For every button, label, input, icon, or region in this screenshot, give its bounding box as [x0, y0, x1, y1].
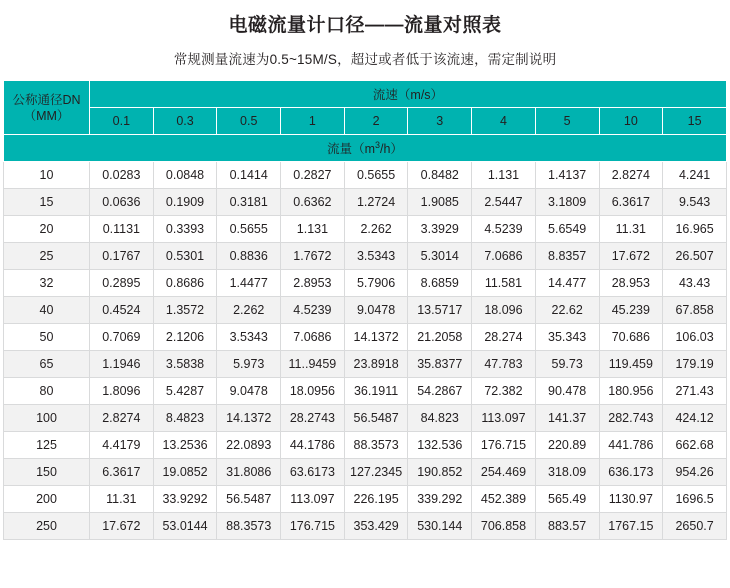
header-flow: [4, 135, 727, 162]
cell-value: 127.2345: [344, 459, 408, 486]
cell-value: 88.3573: [217, 513, 281, 540]
header-velocity-4: 2: [344, 108, 408, 135]
cell-value: 1.4137: [535, 162, 599, 189]
cell-value: 0.1909: [153, 189, 217, 216]
cell-value: 11.581: [472, 270, 536, 297]
cell-value: 353.429: [344, 513, 408, 540]
cell-value: 0.6362: [281, 189, 345, 216]
table-row: [4, 351, 727, 378]
cell-value: 0.1414: [217, 162, 281, 189]
cell-value: 0.7069: [90, 324, 154, 351]
cell-value: 1696.5: [663, 486, 727, 513]
cell-value: 11.31: [90, 486, 154, 513]
cell-value: 8.6859: [408, 270, 472, 297]
table-row: [4, 459, 727, 486]
table-row: [4, 432, 727, 459]
cell-value: 13.2536: [153, 432, 217, 459]
cell-value: 3.5838: [153, 351, 217, 378]
table-row: [4, 324, 727, 351]
cell-value: 11..9459: [281, 351, 345, 378]
cell-value: 35.343: [535, 324, 599, 351]
header-velocity-6: 4: [472, 108, 536, 135]
table-body: [4, 162, 727, 540]
header-velocity-8: 10: [599, 108, 663, 135]
header-velocity-1: 0.3: [153, 108, 217, 135]
cell-value: 43.43: [663, 270, 727, 297]
cell-value: 9.543: [663, 189, 727, 216]
header-velocity-3: 1: [281, 108, 345, 135]
cell-value: 22.0893: [217, 432, 281, 459]
page-title: 电磁流量计口径——流量对照表: [228, 15, 502, 36]
cell-value: 0.3181: [217, 189, 281, 216]
header-dn: [4, 81, 90, 135]
table-row: [4, 243, 727, 270]
page-subtitle: 常规测量流速为0.5~15M/S，超过或者低于该流速，需定制说明: [173, 52, 557, 67]
cell-value: 67.858: [663, 297, 727, 324]
cell-value: 22.62: [535, 297, 599, 324]
cell-value: 6.3617: [599, 189, 663, 216]
cell-value: 84.823: [408, 405, 472, 432]
cell-value: 180.956: [599, 378, 663, 405]
cell-value: 0.0848: [153, 162, 217, 189]
cell-value: 339.292: [408, 486, 472, 513]
cell-dn: 150: [4, 459, 90, 486]
cell-value: 44.1786: [281, 432, 345, 459]
cell-value: 636.173: [599, 459, 663, 486]
cell-value: 0.8482: [408, 162, 472, 189]
cell-value: 45.239: [599, 297, 663, 324]
cell-value: 14.477: [535, 270, 599, 297]
cell-value: 141.37: [535, 405, 599, 432]
cell-value: 17.672: [90, 513, 154, 540]
cell-value: 23.8918: [344, 351, 408, 378]
cell-value: 113.097: [472, 405, 536, 432]
header-dn-line2: （MM）: [23, 108, 70, 123]
cell-value: 7.0686: [472, 243, 536, 270]
cell-value: 2.5447: [472, 189, 536, 216]
header-flow-prefix: 流量（m: [327, 142, 375, 156]
cell-value: 1.8096: [90, 378, 154, 405]
cell-value: 18.096: [472, 297, 536, 324]
cell-value: 14.1372: [344, 324, 408, 351]
cell-value: 59.73: [535, 351, 599, 378]
header-row-velocities: [4, 108, 727, 135]
header-velocity-0: 0.1: [90, 108, 154, 135]
cell-dn: 250: [4, 513, 90, 540]
flow-reference-table: [3, 80, 727, 540]
header-velocity-9: 15: [663, 108, 727, 135]
cell-value: 4.5239: [281, 297, 345, 324]
cell-value: 33.9292: [153, 486, 217, 513]
header-velocity-5: 3: [408, 108, 472, 135]
header-row-top: [4, 81, 727, 108]
header-row-flow: [4, 135, 727, 162]
cell-value: 106.03: [663, 324, 727, 351]
cell-value: 5.973: [217, 351, 281, 378]
cell-value: 54.2867: [408, 378, 472, 405]
cell-value: 5.4287: [153, 378, 217, 405]
cell-dn: 15: [4, 189, 90, 216]
cell-value: 4.4179: [90, 432, 154, 459]
table-row: [4, 405, 727, 432]
header-velocity-7: 5: [535, 108, 599, 135]
cell-value: 1.4477: [217, 270, 281, 297]
cell-value: 954.26: [663, 459, 727, 486]
cell-dn: 100: [4, 405, 90, 432]
cell-value: 47.783: [472, 351, 536, 378]
cell-value: 17.672: [599, 243, 663, 270]
cell-value: 2.1206: [153, 324, 217, 351]
table-row: [4, 513, 727, 540]
cell-value: 3.1809: [535, 189, 599, 216]
cell-dn: 20: [4, 216, 90, 243]
cell-value: 176.715: [472, 432, 536, 459]
cell-value: 7.0686: [281, 324, 345, 351]
cell-value: 4.5239: [472, 216, 536, 243]
cell-value: 8.8357: [535, 243, 599, 270]
cell-value: 318.09: [535, 459, 599, 486]
table-row: [4, 162, 727, 189]
cell-dn: 50: [4, 324, 90, 351]
cell-value: 662.68: [663, 432, 727, 459]
cell-value: 36.1911: [344, 378, 408, 405]
cell-value: 1.3572: [153, 297, 217, 324]
cell-value: 1.131: [281, 216, 345, 243]
table-row: [4, 216, 727, 243]
cell-value: 63.6173: [281, 459, 345, 486]
cell-value: 1130.97: [599, 486, 663, 513]
cell-value: 282.743: [599, 405, 663, 432]
cell-value: 0.0283: [90, 162, 154, 189]
cell-value: 0.4524: [90, 297, 154, 324]
cell-value: 21.2058: [408, 324, 472, 351]
cell-value: 530.144: [408, 513, 472, 540]
cell-value: 0.5655: [217, 216, 281, 243]
cell-value: 18.0956: [281, 378, 345, 405]
cell-dn: 80: [4, 378, 90, 405]
cell-value: 271.43: [663, 378, 727, 405]
cell-value: 1.2724: [344, 189, 408, 216]
cell-value: 0.5655: [344, 162, 408, 189]
cell-value: 31.8086: [217, 459, 281, 486]
cell-value: 0.8836: [217, 243, 281, 270]
cell-value: 176.715: [281, 513, 345, 540]
cell-dn: 40: [4, 297, 90, 324]
cell-value: 3.5343: [217, 324, 281, 351]
cell-value: 16.965: [663, 216, 727, 243]
cell-value: 2.262: [217, 297, 281, 324]
cell-value: 0.1131: [90, 216, 154, 243]
cell-value: 0.5301: [153, 243, 217, 270]
cell-value: 28.953: [599, 270, 663, 297]
cell-value: 0.3393: [153, 216, 217, 243]
cell-value: 0.1767: [90, 243, 154, 270]
cell-dn: 125: [4, 432, 90, 459]
cell-value: 2.262: [344, 216, 408, 243]
cell-value: 4.241: [663, 162, 727, 189]
table-row: [4, 486, 727, 513]
cell-value: 132.536: [408, 432, 472, 459]
table-row: [4, 189, 727, 216]
cell-value: 113.097: [281, 486, 345, 513]
cell-dn: 65: [4, 351, 90, 378]
header-velocity: 流速（m/s）: [90, 81, 727, 108]
cell-value: 0.2895: [90, 270, 154, 297]
cell-value: 424.12: [663, 405, 727, 432]
cell-value: 53.0144: [153, 513, 217, 540]
cell-value: 35.8377: [408, 351, 472, 378]
table-row: [4, 270, 727, 297]
cell-value: 3.5343: [344, 243, 408, 270]
cell-value: 119.459: [599, 351, 663, 378]
cell-value: 0.0636: [90, 189, 154, 216]
cell-value: 9.0478: [217, 378, 281, 405]
cell-value: 28.2743: [281, 405, 345, 432]
cell-value: 1767.15: [599, 513, 663, 540]
cell-value: 565.49: [535, 486, 599, 513]
cell-value: 883.57: [535, 513, 599, 540]
cell-dn: 10: [4, 162, 90, 189]
cell-value: 2.8274: [90, 405, 154, 432]
cell-value: 28.274: [472, 324, 536, 351]
cell-value: 1.131: [472, 162, 536, 189]
cell-dn: 25: [4, 243, 90, 270]
cell-value: 2.8953: [281, 270, 345, 297]
cell-value: 254.469: [472, 459, 536, 486]
cell-value: 11.31: [599, 216, 663, 243]
cell-value: 56.5487: [217, 486, 281, 513]
cell-value: 9.0478: [344, 297, 408, 324]
cell-value: 72.382: [472, 378, 536, 405]
cell-value: 706.858: [472, 513, 536, 540]
cell-value: 2.8274: [599, 162, 663, 189]
cell-value: 0.2827: [281, 162, 345, 189]
cell-value: 5.6549: [535, 216, 599, 243]
cell-value: 5.3014: [408, 243, 472, 270]
cell-value: 56.5487: [344, 405, 408, 432]
table-head: [4, 81, 727, 162]
cell-value: 190.852: [408, 459, 472, 486]
cell-value: 441.786: [599, 432, 663, 459]
cell-value: 6.3617: [90, 459, 154, 486]
cell-value: 1.7672: [281, 243, 345, 270]
cell-value: 179.19: [663, 351, 727, 378]
cell-value: 1.9085: [408, 189, 472, 216]
cell-value: 90.478: [535, 378, 599, 405]
header-flow-sup: 3: [374, 139, 380, 150]
cell-value: 0.8686: [153, 270, 217, 297]
table-row: [4, 378, 727, 405]
cell-value: 226.195: [344, 486, 408, 513]
header-velocity-2: 0.5: [217, 108, 281, 135]
cell-value: 8.4823: [153, 405, 217, 432]
header-dn-line1: 公称通径DN: [12, 92, 81, 107]
cell-value: 5.7906: [344, 270, 408, 297]
cell-value: 88.3573: [344, 432, 408, 459]
header-flow-suffix: /h）: [380, 142, 403, 156]
table-row: [4, 297, 727, 324]
cell-value: 2650.7: [663, 513, 727, 540]
cell-value: 13.5717: [408, 297, 472, 324]
cell-value: 26.507: [663, 243, 727, 270]
cell-value: 452.389: [472, 486, 536, 513]
cell-value: 1.1946: [90, 351, 154, 378]
cell-value: 14.1372: [217, 405, 281, 432]
cell-value: 70.686: [599, 324, 663, 351]
cell-value: 19.0852: [153, 459, 217, 486]
cell-value: 220.89: [535, 432, 599, 459]
cell-dn: 32: [4, 270, 90, 297]
cell-value: 3.3929: [408, 216, 472, 243]
cell-dn: 200: [4, 486, 90, 513]
